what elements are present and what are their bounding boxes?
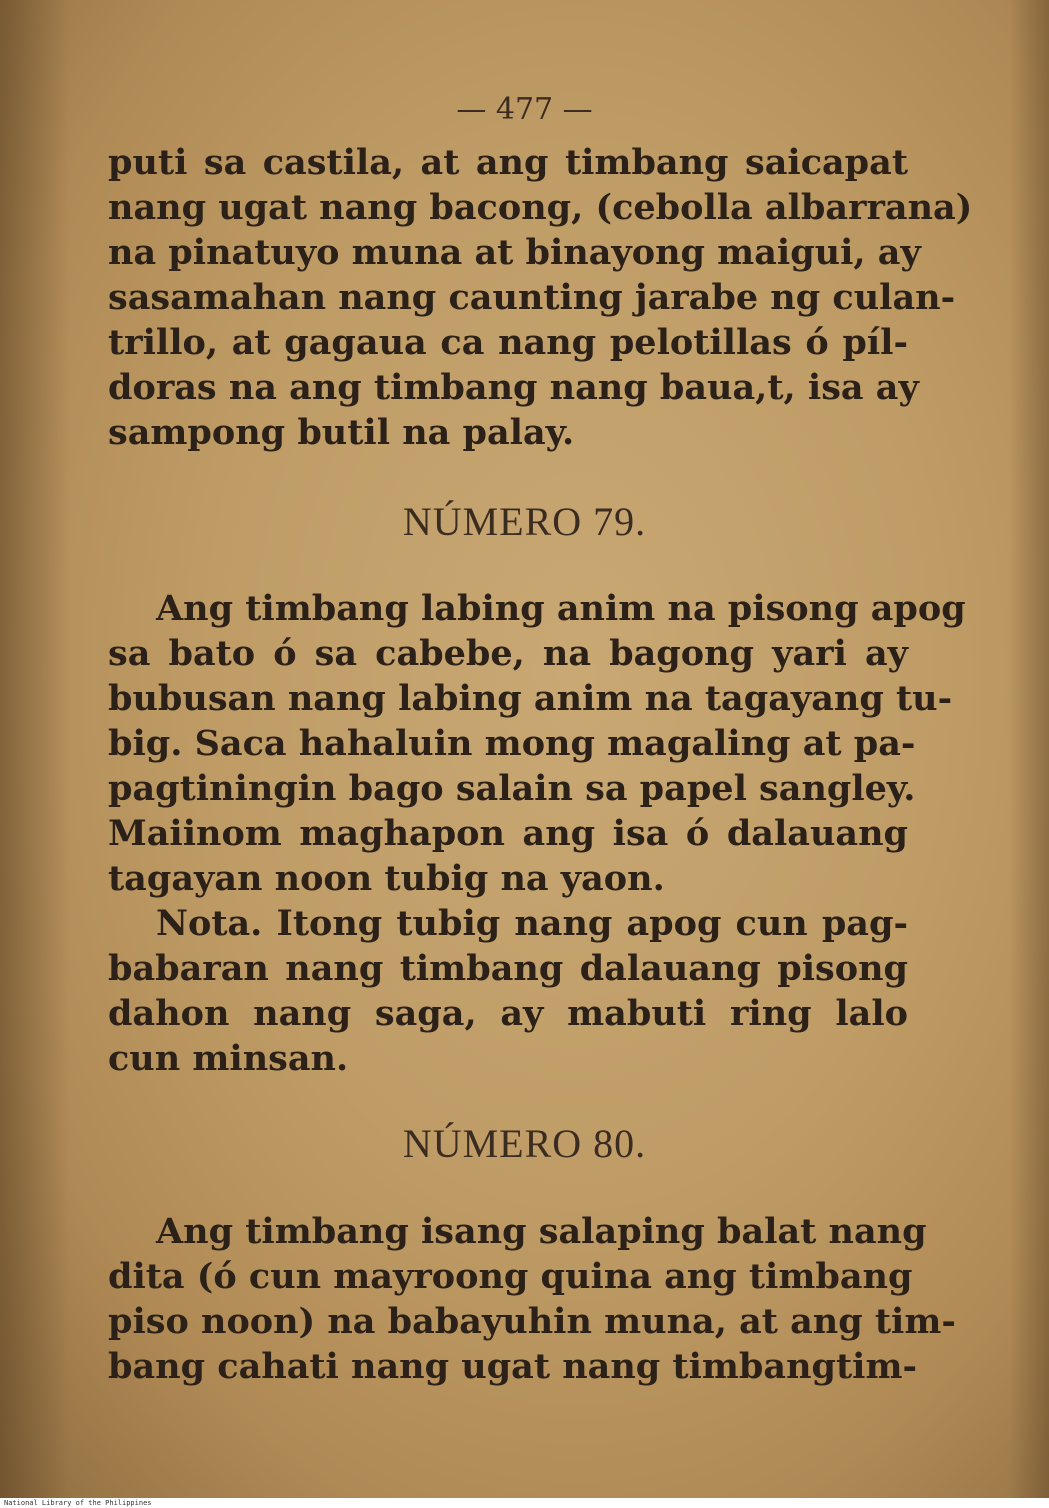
text-line: cun minsan.	[108, 1038, 349, 1079]
text-line: trillo, at gagaua ca nang pelotillas ó píl-	[108, 322, 908, 363]
text-line: bubusan nang labing anim na tagayang tu-	[108, 678, 953, 719]
paragraph-1	[108, 140, 973, 455]
text-line: Ang timbang labing anim na pisong apog	[156, 588, 966, 629]
text-line: tagayan noon tubig na yaon.	[108, 858, 665, 899]
text-line: na pinatuyo muna at binayong maigui, ay	[108, 232, 921, 273]
text-line: sa bato ó sa cabebe, na bagong yari ay	[108, 633, 908, 674]
text-line: pagtiningin bago salain sa papel sangley.	[108, 768, 916, 809]
paragraph-3-nota	[108, 901, 908, 1081]
page-number: — 477 —	[456, 92, 593, 127]
section-heading-80: NÚMERO 80.	[402, 1121, 647, 1166]
text-line: nang ugat nang bacong, (cebolla albarrana)	[108, 187, 973, 228]
text-line: bang cahati nang ugat nang timbangtim-	[108, 1346, 918, 1387]
text-line: Maiinom maghapon ang isa ó dalauang	[108, 813, 908, 854]
text-line: dahon nang saga, ay mabuti ring lalo	[108, 993, 908, 1034]
text-line: babaran nang timbang dalauang pisong	[108, 948, 908, 989]
text-line: big. Saca hahaluin mong magaling at pa-	[108, 723, 916, 764]
text-line: piso noon) na babayuhin muna, at ang tim-	[108, 1301, 956, 1342]
text-line: dita (ó cun mayroong quina ang timbang	[108, 1256, 913, 1297]
paragraph-2	[108, 586, 966, 901]
text-line: Nota. Itong tubig nang apog cun pag-	[156, 903, 908, 944]
text-line: puti sa castila, at ang timbang saicapat	[108, 142, 908, 183]
text-line: Ang timbang isang salaping balat nang	[156, 1211, 927, 1252]
text-line: sampong butil na palay.	[108, 412, 575, 453]
text-line: sasamahan nang caunting jarabe ng culan-	[108, 277, 956, 318]
section-heading-79: NÚMERO 79.	[402, 499, 647, 544]
library-credit: National Library of the Philippines	[4, 1499, 152, 1507]
paragraph-4	[108, 1209, 956, 1389]
text-line: doras na ang timbang nang baua,t, isa ay	[108, 367, 919, 408]
